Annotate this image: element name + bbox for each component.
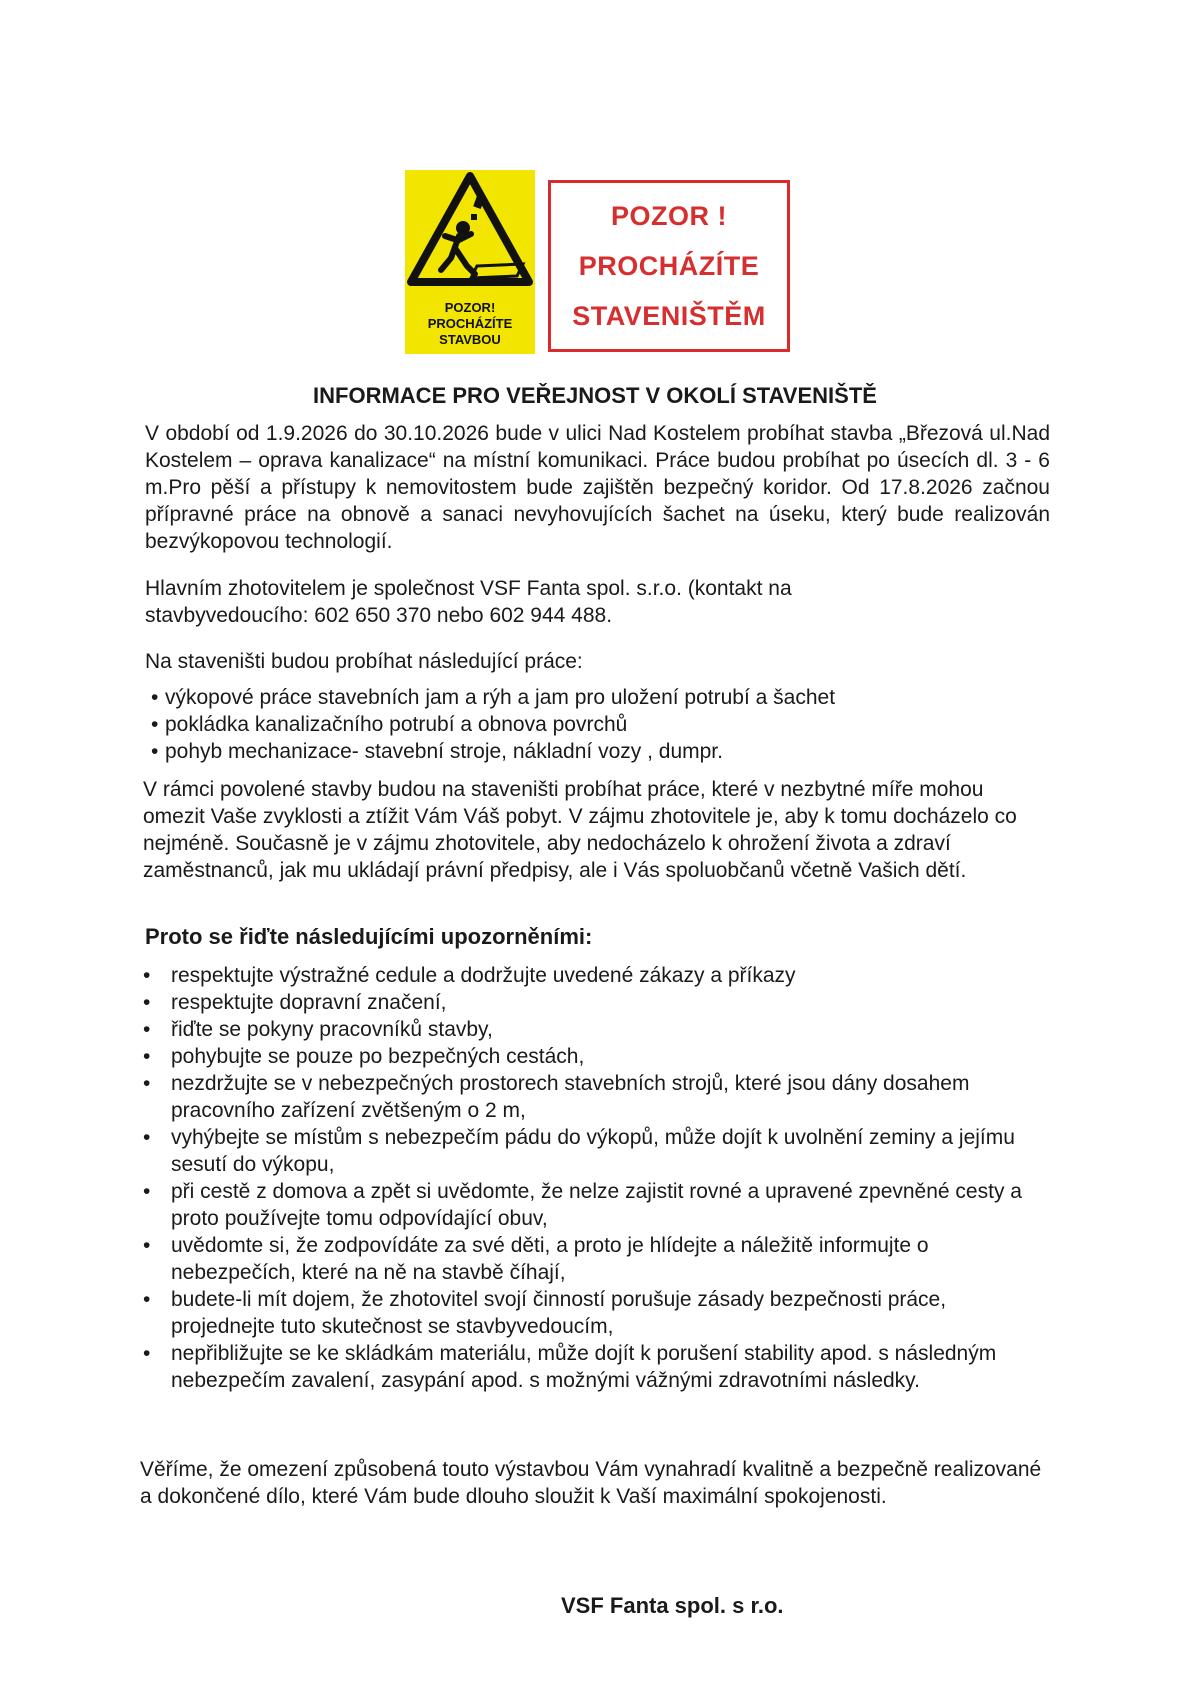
warning-label-line: STAVBOU (439, 332, 501, 347)
list-item: • řiďte se pokyny pracovníků stavby, (143, 1016, 1043, 1043)
warning-sign-label (405, 294, 535, 354)
company-signature: VSF Fanta spol. s r.o. (561, 1593, 784, 1618)
construction-site-sign (548, 180, 790, 352)
works-intro: Na staveništi budou probíhat následující práce: (145, 650, 583, 673)
list-item: • uvědomte si, že zodpovídáte za své děti, a proto je hlídejte a náležitě informujte o nebezpečích, které na ně na stavbě číhají, (143, 1232, 1043, 1286)
list-item: • vyhýbejte se místům s nebezpečím pádu do výkopů, může dojít k uvolnění zeminy a jejímu sesutí do výkopu, (143, 1124, 1043, 1178)
warnings-list (143, 962, 1043, 1394)
list-item: • pohybujte se pouze po bezpečných cestách, (143, 1043, 1043, 1070)
list-item: • pohyb mechanizace- stavební stroje, nákladní vozy , dumpr. (145, 738, 1045, 765)
closing-paragraph: Věříme, že omezení způsobená touto výstavbou Vám vynahradí kvalitně a bezpečně realizované a dokončené dílo, které Vám bude dlouho sloužit k Vaší maximální spokojenosti. (140, 1458, 1042, 1508)
warning-label-line: PROCHÁZÍTE (427, 316, 513, 331)
falling-object-warning-icon (405, 170, 535, 294)
list-item: • pokládka kanalizačního potrubí a obnova povrchů (145, 711, 1045, 738)
list-item: • nezdržujte se v nebezpečných prostorech stavebních strojů, které jsou dány dosahem pracovního zařízení zvětšeným o 2 m, (143, 1070, 1043, 1124)
list-item: • budete-li mít dojem, že zhotovitel svojí činností porušuje zásady bezpečnosti práce, projednejte tuto skutečnost se stavbyvedoucím, (143, 1286, 1043, 1340)
warnings-heading: Proto se řiďte následujícími upozorněními: (145, 924, 593, 949)
list-item: • výkopové práce stavebních jam a rýh a jam pro uložení potrubí a šachet (145, 684, 1045, 711)
list-item: • respektujte dopravní značení, (143, 989, 1043, 1016)
contractor-paragraph: Hlavním zhotovitelem je společnost VSF Fanta spol. s.r.o. (kontakt na stavbyvedoucího: 602 650 370 nebo 602 944 488. (145, 577, 792, 627)
warning-label-line: POZOR! (444, 300, 496, 315)
sign-line: PROCHÁZÍTE (578, 251, 760, 281)
list-item: • při cestě z domova a zpět si uvědomte, že nelze zajistit rovné a upravené zpevněné cesty a proto používejte tomu odpovídající obuv, (143, 1178, 1043, 1232)
list-item: • nepřibližujte se ke skládkám materiálu, může dojít k porušení stability apod. s následným nebezpečím zavalení, zasypání apod. s možnými vážnými zdravotními následky. (143, 1340, 1043, 1394)
sign-line: STAVENIŠTĚM (572, 301, 766, 331)
document-title: INFORMACE PRO VEŘEJNOST V OKOLÍ STAVENIŠTĚ (313, 383, 877, 408)
sign-line: POZOR ! (611, 201, 727, 231)
works-list (145, 684, 1045, 765)
context-paragraph: V rámci povolené stavby budou na staveništi probíhat práce, které v nezbytné míře mohou omezit Vaše zvyklosti a ztížit Vám Váš pobyt. V zájmu zhotovitele je, aby k tomu docházelo co nejméně. Současně je v zájmu zhotovitele, aby nedocházelo k ohrožení života a zdraví zaměstnanců, jak mu ukládají právní předpisy, ale i Vás spoluobčanů včetně Vašich dětí. (143, 778, 1017, 882)
list-item: • respektujte výstražné cedule a dodržujte uvedené zákazy a příkazy (143, 962, 1043, 989)
intro-paragraph: V období od 1.9.2026 do 30.10.2026 bude v ulici Nad Kostelem probíhat stavba „Březová ul.Nad Kostelem – oprava kanalizace“ na místní komunikaci. Práce budou probíhat po úsecích dl. 3 - 6 m.Pro pěší a přístupy k nemovitostem bude zajištěn bezpečný koridor. Od 17.8.2026 začnou přípravné práce na obnově a sanaci nevyhovujících šachet na úseku, který bude realizován bezvýkopovou technologií. (145, 422, 1050, 553)
warning-sign (405, 170, 535, 354)
